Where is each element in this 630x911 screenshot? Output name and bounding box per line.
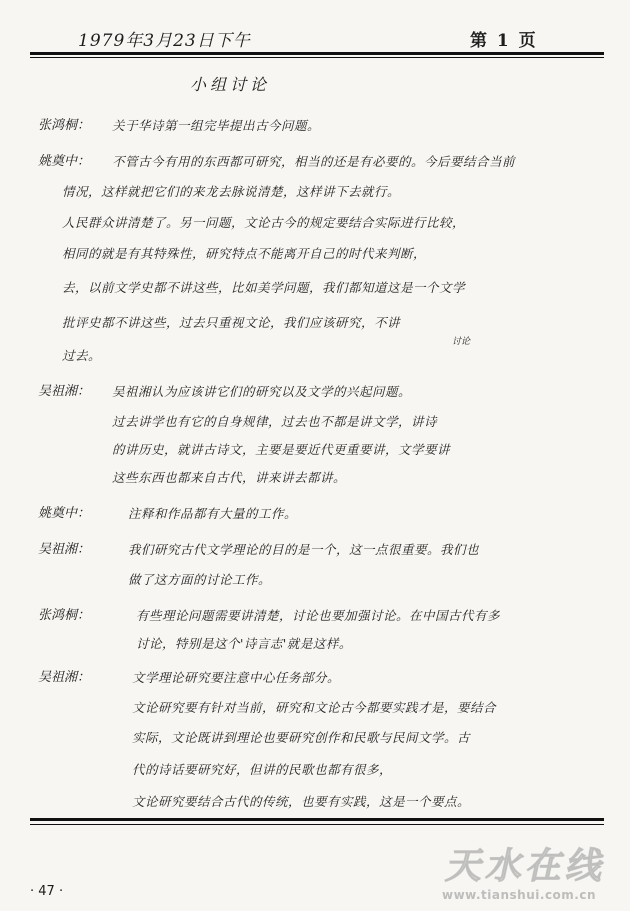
speaker-name: 吴祖湘： <box>38 384 91 399</box>
bottom-rule-thin <box>30 824 604 825</box>
speaker-name: 张鸿桐： <box>38 118 91 133</box>
page-number: · 47 · <box>30 884 64 899</box>
text-line: 代的诗话要研究好，但讲的民歌也都有很多， <box>132 762 393 777</box>
text-line: 批评史都不讲这些，过去只重视文论，我们应该研究，不讲 <box>62 315 401 330</box>
text-line: 过去。 <box>62 348 102 363</box>
top-rule-thick <box>30 52 604 55</box>
text-line: 吴祖湘认为应该讲它们的研究以及文学的兴起问题。 <box>112 384 412 399</box>
text-line: 注释和作品都有大量的工作。 <box>128 506 298 521</box>
text-line: 有些理论问题需要讲清楚，讨论也要加强讨论。在中国古代有多 <box>136 608 501 623</box>
text-line: 这些东西也都来自古代，讲来讲去都讲。 <box>112 470 347 485</box>
speaker-name: 吴祖湘： <box>38 542 91 557</box>
text-line: 讨论，特别是这个'诗言志'就是这样。 <box>136 636 352 651</box>
text-line: 关于华诗第一组完毕提出古今问题。 <box>112 118 321 133</box>
text-line: 的讲历史，就讲古诗文，主要是要近代更重要讲，文学要讲 <box>112 442 451 457</box>
header-page-label: 第 1 页 <box>470 31 538 51</box>
text-line: 情况，这样就把它们的来龙去脉说清楚，这样讲下去就行。 <box>62 184 401 199</box>
text-line: 去，以前文学史都不讲这些，比如美学问题，我们都知道这是一个文学 <box>62 280 466 295</box>
top-rule-thin <box>30 57 604 58</box>
text-line: 实际，文论既讲到理论也要研究创作和民歌与民间文学。古 <box>132 730 471 745</box>
document-title: 小组讨论 <box>190 75 271 94</box>
text-line: 我们研究古代文学理论的目的是一个，这一点很重要。我们也 <box>128 542 480 557</box>
speaker-name: 吴祖湘： <box>38 670 91 685</box>
header-date: 1979年3月23日下午 <box>78 31 251 51</box>
text-line: 人民群众讲清楚了。另一问题，文论古今的规定要结合实际进行比较， <box>62 215 466 230</box>
text-line: 相同的就是有其特殊性，研究特点不能离开自己的时代来判断， <box>62 246 427 261</box>
watermark-logo: 天水在线 <box>443 846 612 887</box>
speaker-name: 张鸿桐： <box>38 608 91 623</box>
speaker-name: 姚奠中： <box>38 154 91 169</box>
text-line: 不管古今有用的东西都可研究，相当的还是有必要的。今后要结合当前 <box>112 154 516 169</box>
speaker-name: 姚奠中： <box>38 506 91 521</box>
interlinear-gloss: 讨论 <box>452 337 471 347</box>
text-line: 文学理论研究要注意中心任务部分。 <box>132 670 341 685</box>
text-line: 文论研究要结合古代的传统，也要有实践，这是一个要点。 <box>132 794 471 809</box>
text-line: 过去讲学也有它的自身规律，过去也不都是讲文学，讲诗 <box>112 414 438 429</box>
text-line: 文论研究要有针对当前，研究和文论古今都要实践才是，要结合 <box>132 700 497 715</box>
bottom-rule-thick <box>30 818 604 821</box>
text-line: 做了这方面的讨论工作。 <box>128 572 272 587</box>
watermark-url: www.tianshui.com.cn <box>442 888 597 902</box>
